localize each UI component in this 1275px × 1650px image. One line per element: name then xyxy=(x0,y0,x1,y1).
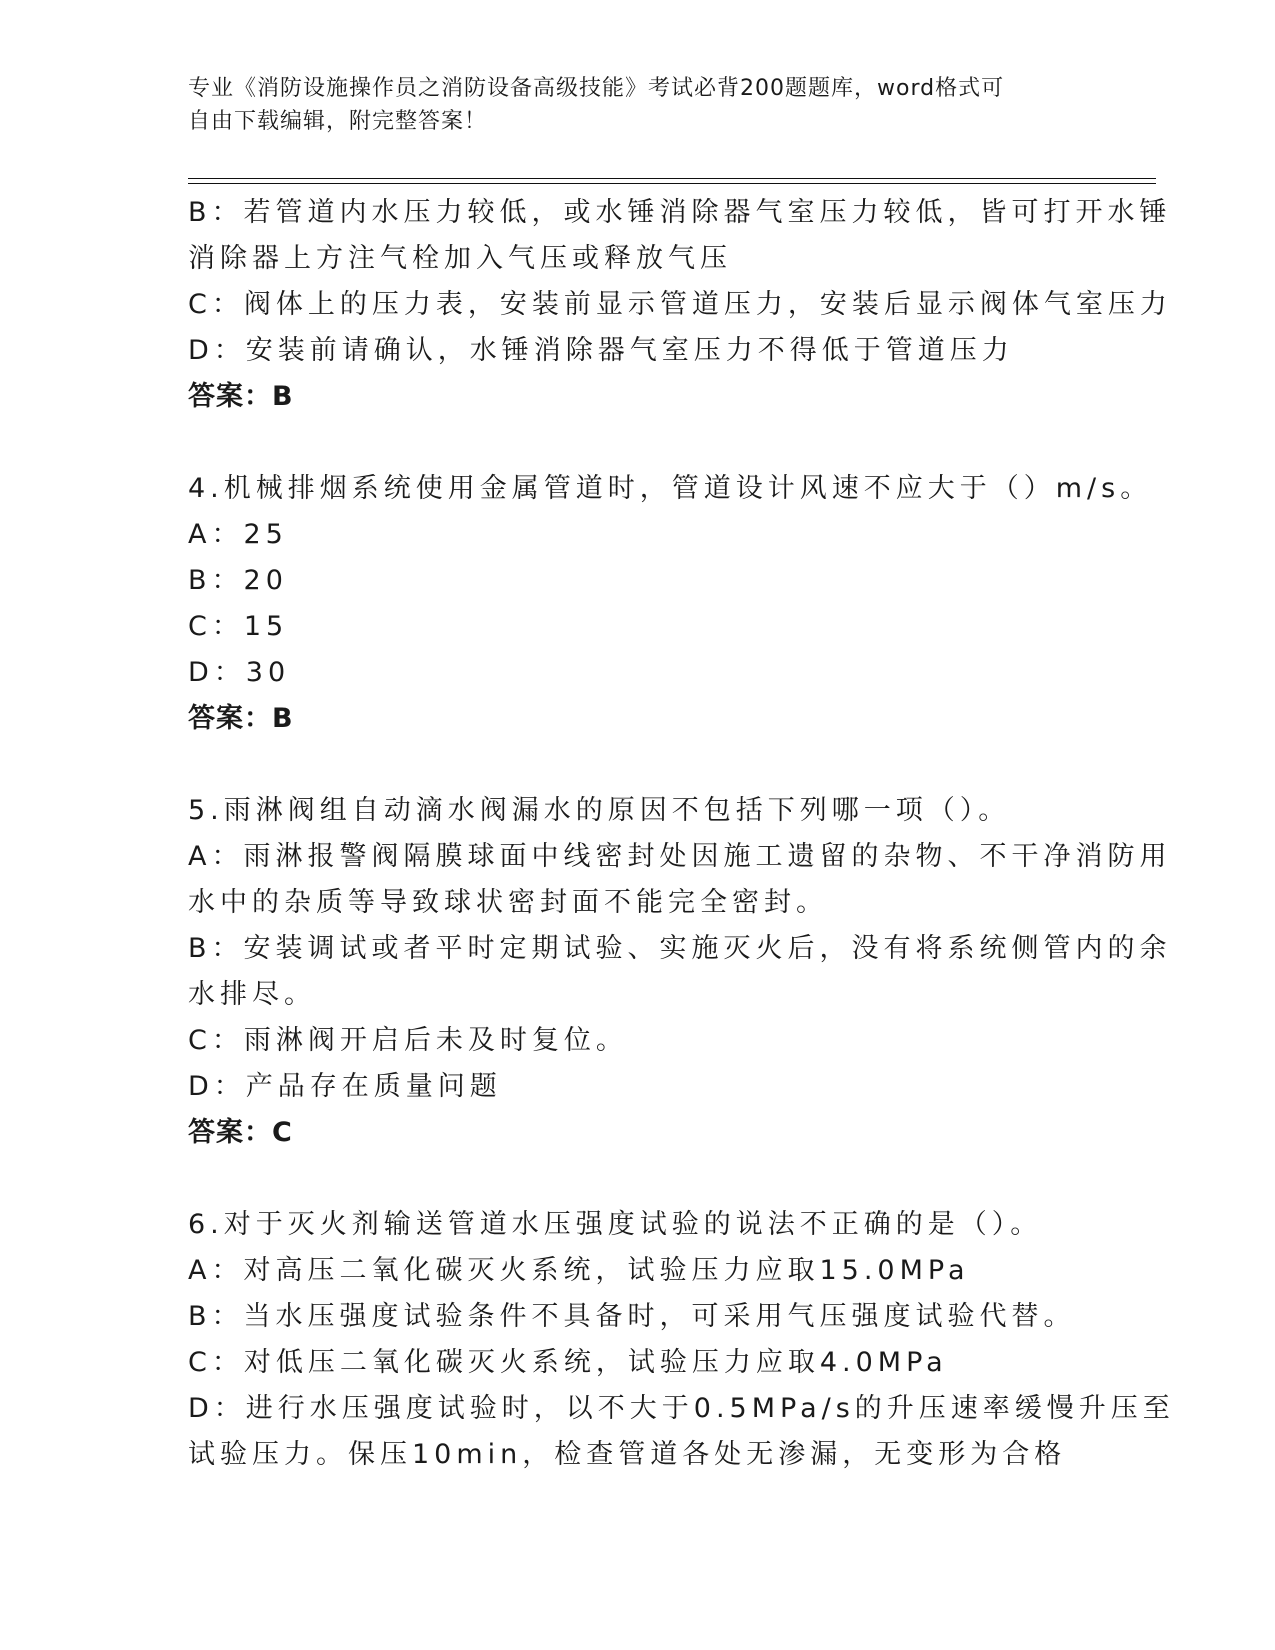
option-line: 水排尽。 xyxy=(188,979,316,1010)
option-line: A：25 xyxy=(188,519,288,550)
answer-line: 答案：B xyxy=(188,703,294,734)
option-line: 消除器上方注气栓加入气压或释放气压 xyxy=(188,243,732,274)
option-line: C：雨淋阀开启后未及时复位。 xyxy=(188,1025,628,1056)
question-6 xyxy=(188,1202,1175,1478)
question-3-fragment xyxy=(188,190,1172,420)
answer-line: 答案：C xyxy=(188,1117,293,1148)
document-body xyxy=(188,190,1175,1478)
header-title-line-2: 自由下载编辑，附完整答案！ xyxy=(188,109,488,134)
option-line: C：对低压二氧化碳灭火系统，试验压力应取4.0MPa xyxy=(188,1347,948,1378)
option-line: A：雨淋报警阀隔膜球面中线密封处因施工遗留的杂物、不干净消防用 xyxy=(188,841,1172,872)
question-5 xyxy=(188,788,1172,1156)
option-line: C：阀体上的压力表，安装前显示管道压力，安装后显示阀体气室压力 xyxy=(188,289,1172,320)
option-line: D：进行水压强度试验时，以不大于0.5MPa/s的升压速率缓慢升压至 xyxy=(188,1393,1175,1424)
option-line: D：30 xyxy=(188,657,291,688)
option-line: B：当水压强度试验条件不具备时，可采用气压强度试验代替。 xyxy=(188,1301,1076,1332)
document-header xyxy=(188,72,1068,138)
header-divider-bottom xyxy=(188,183,1156,184)
option-line: A：对高压二氧化碳灭火系统，试验压力应取15.0MPa xyxy=(188,1255,970,1286)
option-line: C：15 xyxy=(188,611,289,642)
header-divider-top xyxy=(188,178,1156,179)
option-line: B：若管道内水压力较低，或水锤消除器气室压力较低，皆可打开水锤 xyxy=(188,197,1172,228)
answer-line: 答案：B xyxy=(188,381,294,412)
question-stem: 5.雨淋阀组自动滴水阀漏水的原因不包括下列哪一项（）。 xyxy=(188,795,1011,826)
header-title-line-1: 专业《消防设施操作员之消防设备高级技能》考试必背200题题库，word格式可 xyxy=(188,76,1005,101)
option-line: B：20 xyxy=(188,565,288,596)
spacer xyxy=(188,742,1088,788)
option-line: B：安装调试或者平时定期试验、实施灭火后，没有将系统侧管内的余 xyxy=(188,933,1172,964)
question-4 xyxy=(188,466,1153,742)
option-line: 水中的杂质等导致球状密封面不能完全密封。 xyxy=(188,887,828,918)
option-line: D：安装前请确认，水锤消除器气室压力不得低于管道压力 xyxy=(188,335,1014,366)
question-stem: 4.机械排烟系统使用金属管道时，管道设计风速不应大于（）m/s。 xyxy=(188,473,1153,504)
question-stem: 6.对于灭火剂输送管道水压强度试验的说法不正确的是（）。 xyxy=(188,1209,1043,1240)
option-line: 试验压力。保压10min，检查管道各处无渗漏，无变形为合格 xyxy=(188,1439,1067,1470)
option-line: D：产品存在质量问题 xyxy=(188,1071,502,1102)
spacer xyxy=(188,1156,1088,1202)
spacer xyxy=(188,420,1088,466)
